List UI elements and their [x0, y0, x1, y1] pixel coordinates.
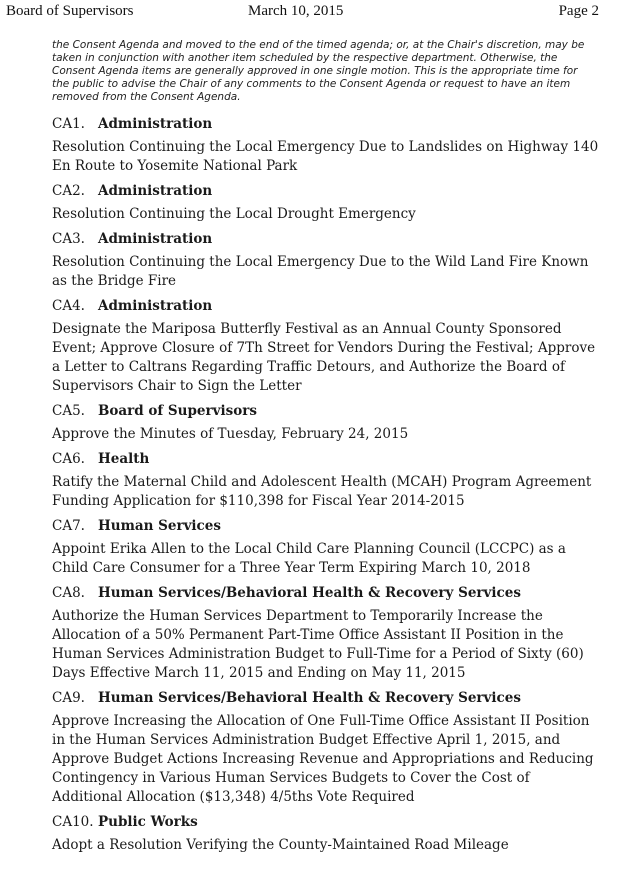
agenda-item-description: Approve Increasing the Allocation of One Full-Time Office Assistant II Position in the Human Services Administration Budget Effective April 1, 2015, and Approve Budget Actions Increasing Revenue and Appropriations and Reducing Contingency in Various Human Services Budgets to Cover the Cost of Additional Allocation ($13,348) 4/5ths Vote Required [52, 713, 594, 805]
agenda-item-heading [52, 585, 600, 607]
agenda-item-description: Resolution Continuing the Local Drought Emergency [52, 206, 416, 222]
agenda-item-description: Resolution Continuing the Local Emergency Due to the Wild Land Fire Known as the Bridge Fire [52, 254, 589, 289]
agenda-item [52, 585, 600, 683]
agenda-item-department: Board of Supervisors [98, 403, 257, 419]
agenda-item-number: CA8. [52, 585, 85, 601]
agenda-item-heading [52, 403, 600, 425]
header-board-name: Board of Supervisors [6, 3, 134, 19]
agenda-item-heading [52, 518, 600, 540]
agenda-item-department: Human Services [98, 518, 221, 534]
agenda-item-department: Administration [98, 183, 213, 199]
agenda-item-description: Authorize the Human Services Department to Temporarily Increase the Allocation of a 50% Permanent Part-Time Office Assistant II Position in the Human Services Administration Budget to Full-Time for a Period of Sixty (60) Days Effective March 11, 2015 and Ending on May 11, 2015 [52, 608, 584, 681]
agenda-item-heading [52, 451, 600, 473]
agenda-item-number: CA3. [52, 231, 85, 247]
agenda-item-heading [52, 690, 600, 712]
agenda-item-description: Resolution Continuing the Local Emergency Due to Landslides on Highway 140 En Route to Yosemite National Park [52, 139, 599, 174]
agenda-item-number: CA10. [52, 814, 94, 830]
agenda-item-number: CA2. [52, 183, 85, 199]
agenda-item-number: CA9. [52, 690, 85, 706]
consent-agenda-intro: the Consent Agenda and moved to the end of the timed agenda; or, at the Chair's discretion, may be taken in conjunction with another item scheduled by the respective department. Otherwise, the Consent Agenda items are generally approved in one single motion. This is the appropriate time for the public to advise the Chair of any comments to the Consent Agenda or request to have an item removed from the Consent Agenda. [52, 39, 585, 103]
agenda-item-description: Adopt a Resolution Verifying the County-Maintained Road Mileage [52, 837, 509, 853]
agenda-item-department: Human Services/Behavioral Health & Recovery Services [98, 690, 521, 706]
consent-agenda-list [52, 116, 600, 862]
agenda-item-department: Administration [98, 231, 213, 247]
agenda-item-description: Appoint Erika Allen to the Local Child Care Planning Council (LCCPC) as a Child Care Consumer for a Three Year Term Expiring March 10, 2018 [52, 541, 566, 576]
agenda-item-heading [52, 298, 600, 320]
agenda-item [52, 690, 600, 807]
agenda-item-description: Designate the Mariposa Butterfly Festival as an Annual County Sponsored Event; Approve Closure of 7Th Street for Vendors During the Festival; Approve a Letter to Caltrans Regarding Traffic Detours, and Authorize the Board of Supervisors Chair to Sign the Letter [52, 321, 596, 394]
agenda-item-number: CA4. [52, 298, 85, 314]
agenda-item-heading [52, 814, 600, 836]
page-header [0, 3, 620, 23]
agenda-item-department: Public Works [98, 814, 198, 830]
agenda-item [52, 518, 600, 578]
agenda-item-number: CA6. [52, 451, 85, 467]
agenda-item-heading [52, 183, 600, 205]
agenda-item [52, 403, 600, 444]
agenda-item-heading [52, 116, 600, 138]
agenda-item-description: Ratify the Maternal Child and Adolescent Health (MCAH) Program Agreement Funding Application for $110,398 for Fiscal Year 2014-2015 [52, 474, 592, 509]
agenda-item-department: Health [98, 451, 150, 467]
agenda-item [52, 298, 600, 396]
agenda-item-department: Human Services/Behavioral Health & Recovery Services [98, 585, 521, 601]
agenda-item-department: Administration [98, 116, 213, 132]
agenda-item-description: Approve the Minutes of Tuesday, February 24, 2015 [52, 426, 409, 442]
agenda-item-number: CA5. [52, 403, 85, 419]
agenda-item [52, 231, 600, 291]
agenda-item [52, 183, 600, 224]
agenda-item-heading [52, 231, 600, 253]
agenda-item-number: CA1. [52, 116, 85, 132]
agenda-item-number: CA7. [52, 518, 85, 534]
header-date: March 10, 2015 [248, 3, 344, 19]
header-page-number: Page 2 [558, 3, 599, 19]
agenda-item-department: Administration [98, 298, 213, 314]
agenda-item [52, 451, 600, 511]
agenda-item [52, 814, 600, 855]
agenda-item [52, 116, 600, 176]
